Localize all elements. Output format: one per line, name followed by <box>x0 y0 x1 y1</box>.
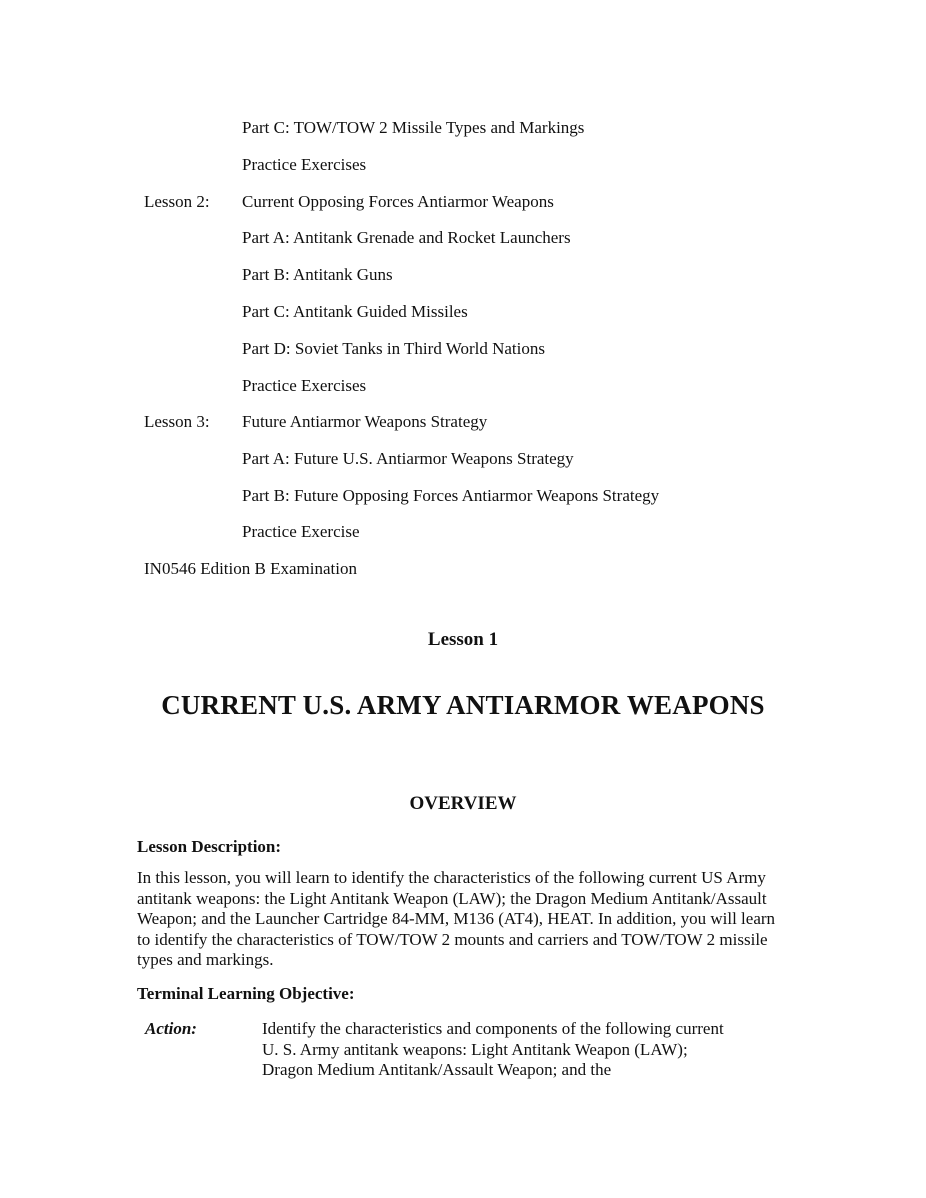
toc-entry-lesson3-practice: Practice Exercise <box>242 522 360 541</box>
toc-lesson3-title: Future Antiarmor Weapons Strategy <box>242 412 488 431</box>
toc-entry-lesson2-part-d: Part D: Soviet Tanks in Third World Nations <box>242 339 545 358</box>
toc-entry-lesson2-part-c: Part C: Antitank Guided Missiles <box>242 302 468 321</box>
terminal-objective-heading: Terminal Learning Objective: <box>137 984 355 1003</box>
lesson-description-text: In this lesson, you will learn to identify the characteristics of the following current US Army antitank weapons: the Light Antitank Weapon (LAW); the Dragon Medium Antitank/Assault Weapon; and the Launcher Cartridge 84-MM, M136 (AT4), HEAT. In addition, you will learn to identify the characteristics of TOW/TOW 2 mounts and carriers and TOW/TOW 2 missile types and markings. <box>137 868 776 969</box>
toc-entry-lesson1-practice: Practice Exercises <box>242 155 367 174</box>
lesson-description-heading: Lesson Description: <box>137 837 282 856</box>
toc-entry-lesson1-part-c: Part C: TOW/TOW 2 Missile Types and Markings <box>242 118 585 137</box>
lesson-heading: Lesson 1 <box>427 629 499 650</box>
action-text: Identify the characteristics and components of the following current U. S. Army antitank weapons: Light Antitank Weapon (LAW); Dragon Medium Antitank/Assault Weapon; and the <box>262 1019 724 1079</box>
toc-examination: IN0546 Edition B Examination <box>144 559 357 578</box>
overview-heading: OVERVIEW <box>409 793 517 814</box>
toc-entry-lesson2-practice: Practice Exercises <box>242 376 367 395</box>
toc-lesson2-label: Lesson 2: <box>144 192 210 211</box>
toc-lesson2-title: Current Opposing Forces Antiarmor Weapons <box>242 192 554 211</box>
toc-entry-lesson3-part-a: Part A: Future U.S. Antiarmor Weapons Strategy <box>242 449 574 468</box>
page-title: CURRENT U.S. ARMY ANTIARMOR WEAPONS <box>161 690 765 720</box>
toc-entry-lesson3-part-b: Part B: Future Opposing Forces Antiarmor Weapons Strategy <box>242 486 660 505</box>
toc-entry-lesson2-part-a: Part A: Antitank Grenade and Rocket Launchers <box>242 228 571 247</box>
toc-entry-lesson2-part-b: Part B: Antitank Guns <box>242 265 393 284</box>
action-label: Action: <box>145 1019 197 1038</box>
toc-lesson3-label: Lesson 3: <box>144 412 210 431</box>
